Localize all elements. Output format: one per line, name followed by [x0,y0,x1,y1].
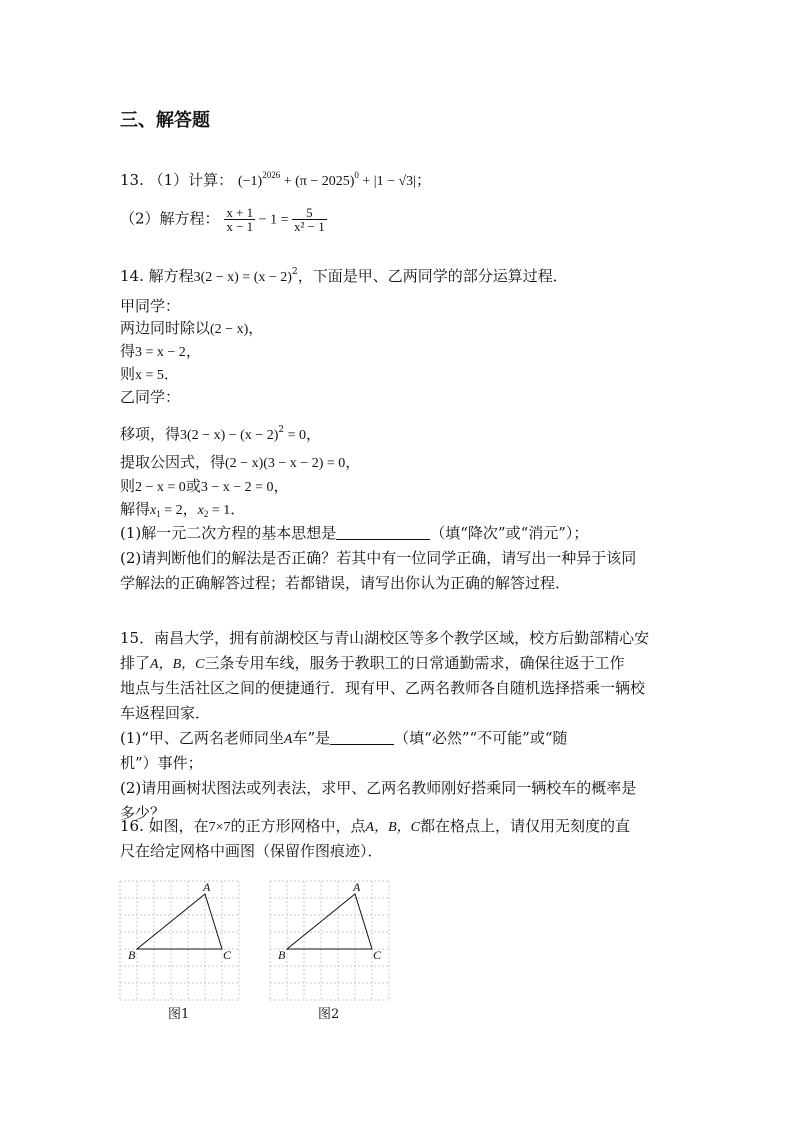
figure-1 [119,880,241,1002]
q13-part1-label: （1）计算： [148,171,234,189]
q15-line1: 15．南昌大学，拥有前湖校区与青山湖校区等多个教学区域，校方后勤部精心安 [120,629,650,647]
answer-blank[interactable] [336,525,430,540]
figure-2 [269,880,391,1002]
q14-stem: 14. 解方程$3(2 - x) = (x - 2)^2$，下面是甲、乙两同学的部分运算过程． [120,267,568,285]
q13-part1-expr: $(-1)^{2026} + (\pi - 2025)^0 + |1 - √3|$ [237,170,416,189]
q13-part2-label: （2）解方程： [120,209,220,228]
q13-number: 13. [120,171,144,189]
q14-yi-label: 乙同学： [120,388,181,406]
triangle-abc [287,894,372,949]
q16-line1: 16. 如图，在7×7的正方形网格中，点A，B，C都在格点上，请仅用无刻度的直 [120,817,631,835]
q14-jia-step3: 则x = 5． [120,365,179,383]
figure-1-caption: 图1 [168,1007,190,1022]
q14-yi-step3: 则2 − x = 0或3 − x − 2 = 0， [120,477,289,495]
q14-jia-step1: 两边同时除以(2 − x)， [120,319,264,337]
q15-line3: 地点与生活社区之间的便捷通行．现有甲、乙两名教师各自随机选择搭乘一辆校 [120,679,646,697]
fig2-label-b: B [278,948,286,962]
q14-part1: (1)解一元二次方程的基本思想是 （填“降次”或“消元”）； [120,524,589,542]
q14-yi-step4: 解得$x_1 = 2$，$x_2 = 1$． [120,500,246,519]
section-title: 三、解答题 [120,110,210,131]
q13-fraction-2: $\frac{5}{\text{x² − 1}}$ [293,205,325,234]
q15-line4: 车返程回家． [120,704,211,722]
q14-jia-label: 甲同学： [120,297,181,315]
q14-part2-line2: 学解法的正确解答过程；若都错误，请写出你认为正确的解答过程． [120,574,571,592]
fig2-label-c: C [373,948,382,962]
grid-figure-1 [119,880,241,1002]
grid-figure-2 [269,880,391,1002]
fig1-label-c: C [223,948,232,962]
q15-part1: (1)“甲、乙两名老师同坐A车”是 （填“必然”“不可能”或“随 [120,729,568,747]
fig1-label-a: A [203,880,211,894]
q15-line2: 排了A，B，C三条专用车线，服务于教职工的日常通勤需求，确保往返于工作 [120,654,625,672]
q14-yi-step2: 提取公因式，得(2 − x)(3 − x − 2) = 0， [120,453,361,471]
answer-blank[interactable] [330,730,394,745]
q15-part1-line2: 机”）事件； [120,754,203,772]
q14-part2-line1: (2)请判断他们的解法是否正确？若其中有一位同学正确，请写出一种异于该同 [120,549,637,567]
fig1-label-b: B [128,948,136,962]
q14-yi-step1: 移项，得$3(2 - x) - (x - 2)^2 = 0$， [120,425,322,443]
q15-part2-line2: 多少？ [120,804,166,822]
q15-part2-line1: (2)请用画树状图法或列表法，求甲、乙两名教师刚好搭乘同一辆校车的概率是 [120,779,637,797]
q13-part1 [120,165,431,192]
q13-part2-mid: − 1 = [255,212,292,228]
q16-line2: 尺在给定网格中画图（保留作图痕迹）． [120,842,383,860]
q13-part2 [120,206,327,233]
triangle-abc [137,894,222,949]
figure-2-caption: 图2 [318,1007,340,1022]
q13-part1-end: ； [416,171,432,189]
fig2-label-a: A [353,880,361,894]
q14-jia-step2: 得3 = x − 2， [120,342,201,360]
q13-fraction-1: $\frac{x + 1}{x - 1}$ [226,205,254,234]
